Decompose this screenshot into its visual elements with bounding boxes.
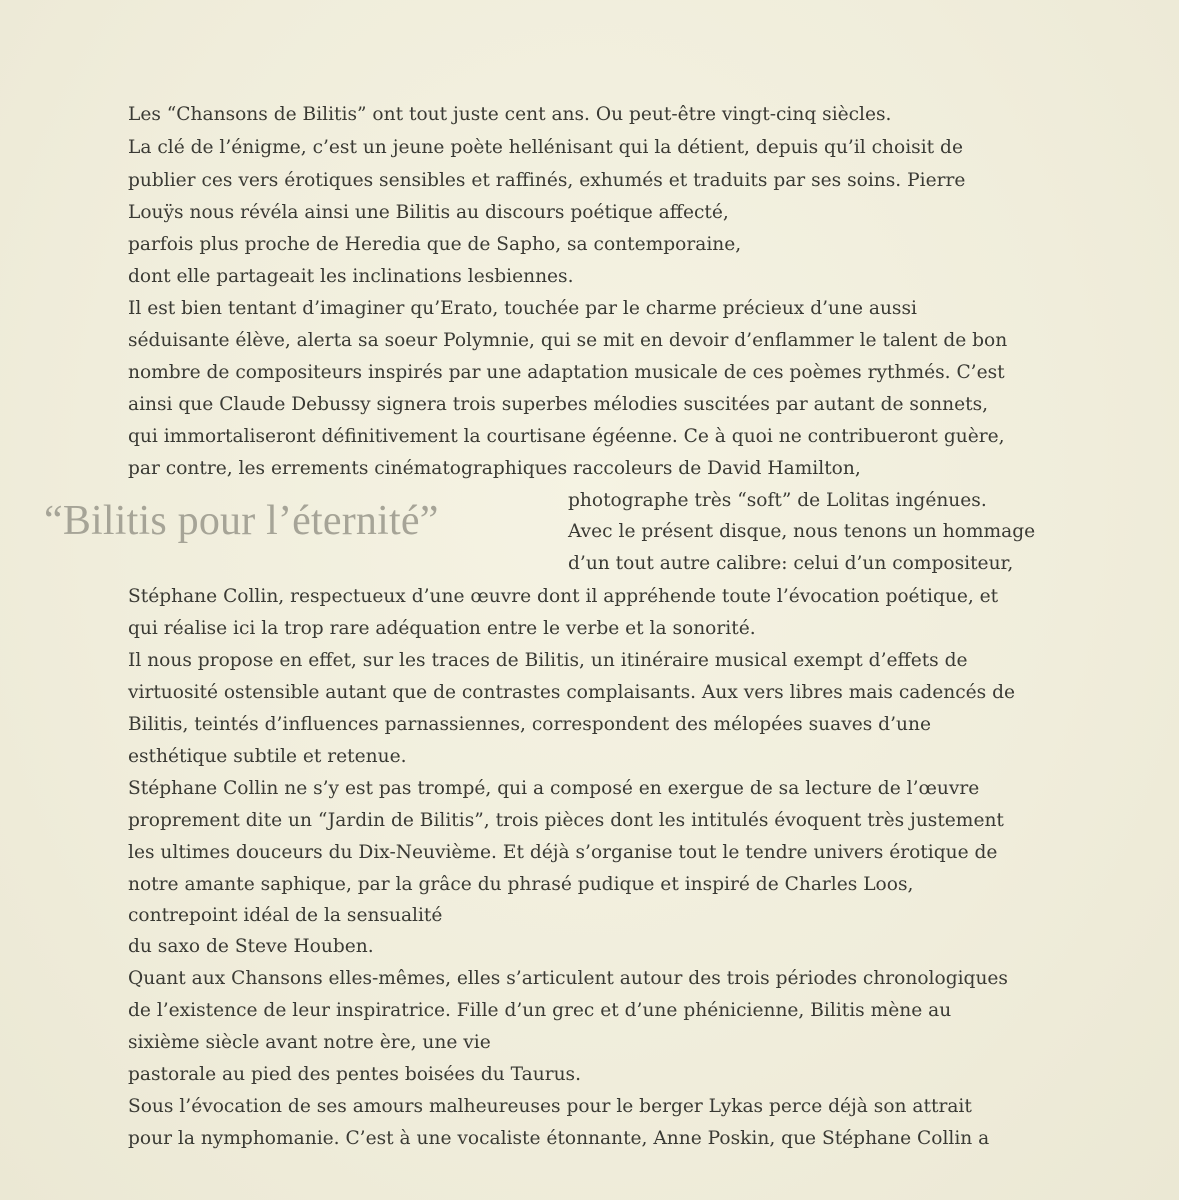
text-line: nombre de compositeurs inspirés par une adaptation musicale de ces poèmes rythmés. C’est xyxy=(128,362,1005,383)
text-line: La clé de l’énigme, c’est un jeune poète hellénisant qui la détient, depuis qu’il choisit de xyxy=(128,137,963,158)
text-line: photographe très “soft” de Lolitas ingénues. xyxy=(568,490,987,511)
text-line: d’un tout autre calibre: celui d’un compositeur, xyxy=(568,553,1014,574)
text-line: Les “Chansons de Bilitis” ont tout juste cent ans. Ou peut-être vingt-cinq siècles. xyxy=(128,104,892,125)
text-line: du saxo de Steve Houben. xyxy=(128,936,374,957)
text-line: pour la nymphomanie. C’est à une vocaliste étonnante, Anne Poskin, que Stéphane Collin a xyxy=(128,1128,990,1149)
text-line: de l’existence de leur inspiratrice. Fille d’un grec et d’une phénicienne, Bilitis mène au xyxy=(128,1000,952,1021)
text-line: qui réalise ici la trop rare adéquation entre le verbe et la sonorité. xyxy=(128,618,756,639)
text-line: Il est bien tentant d’imaginer qu’Erato, touchée par le charme précieux d’une aussi xyxy=(128,298,917,319)
text-line: dont elle partageait les inclinations lesbiennes. xyxy=(128,266,574,287)
text-line: sixième siècle avant notre ère, une vie xyxy=(128,1032,491,1053)
text-line: Louÿs nous révéla ainsi une Bilitis au discours poétique affecté, xyxy=(128,202,729,223)
text-line: ainsi que Claude Debussy signera trois superbes mélodies suscitées par autant de sonnets, xyxy=(128,394,989,415)
text-line: Stéphane Collin, respectueux d’une œuvre dont il appréhende toute l’évocation poétique, et xyxy=(128,586,999,607)
text-line: par contre, les errements cinématographiques raccoleurs de David Hamilton, xyxy=(128,458,861,479)
text-line: Stéphane Collin ne s’y est pas trompé, qui a composé en exergue de sa lecture de l’œuvre xyxy=(128,778,980,799)
text-line: les ultimes douceurs du Dix-Neuvième. Et déjà s’organise tout le tendre univers érotique de xyxy=(128,842,998,863)
text-line: publier ces vers érotiques sensibles et raffinés, exhumés et traduits par ses soins. Pierre xyxy=(128,170,966,191)
text-line: parfois plus proche de Heredia que de Sapho, sa contemporaine, xyxy=(128,234,742,255)
text-line: séduisante élève, alerta sa soeur Polymnie, qui se mit en devoir d’enflammer le talent de bon xyxy=(128,330,1008,351)
text-line: proprement dite un “Jardin de Bilitis”, trois pièces dont les intitulés évoquent très justement xyxy=(128,810,1004,831)
text-line: Bilitis, teintés d’influences parnassiennes, correspondent des mélopées suaves d’une xyxy=(128,714,931,735)
text-line: Il nous propose en effet, sur les traces de Bilitis, un itinéraire musical exempt d’effets de xyxy=(128,650,968,671)
text-line: qui immortaliseront définitivement la courtisane égéenne. Ce à quoi ne contribueront guère, xyxy=(128,426,1005,447)
pull-quote: “Bilitis pour l’éternité” xyxy=(44,498,439,544)
text-line: pastorale au pied des pentes boisées du Taurus. xyxy=(128,1064,582,1085)
text-line: contrepoint idéal de la sensualité xyxy=(128,905,443,926)
text-line: virtuosité ostensible autant que de contrastes complaisants. Aux vers libres mais cadencés de xyxy=(128,682,1015,703)
text-line: Sous l’évocation de ses amours malheureuses pour le berger Lykas perce déjà son attrait xyxy=(128,1096,972,1117)
text-line: notre amante saphique, par la grâce du phrasé pudique et inspiré de Charles Loos, xyxy=(128,874,914,895)
text-line: Quant aux Chansons elles-mêmes, elles s’articulent autour des trois périodes chronologiques xyxy=(128,968,1008,989)
text-line: esthétique subtile et retenue. xyxy=(128,746,407,767)
text-line: Avec le présent disque, nous tenons un hommage xyxy=(568,521,1036,542)
